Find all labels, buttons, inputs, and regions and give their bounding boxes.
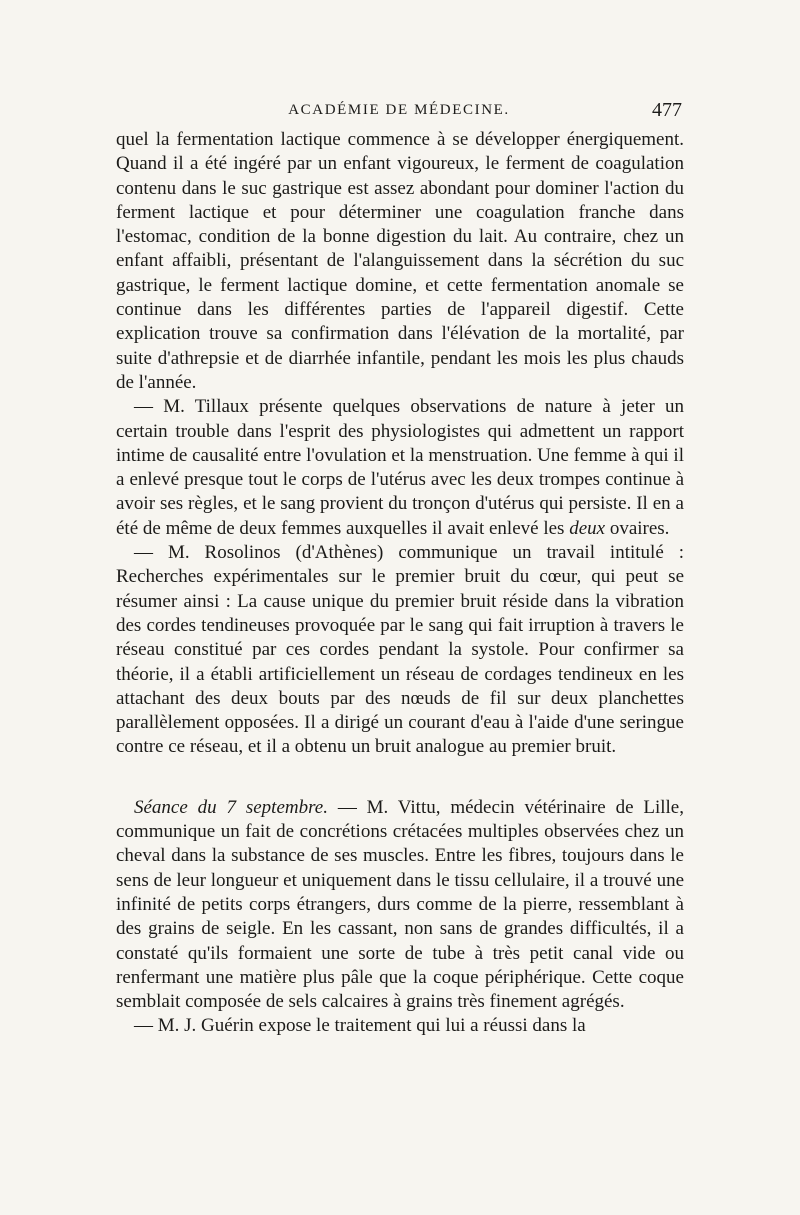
paragraph-seance [116, 796, 684, 1015]
body-text [116, 128, 684, 1039]
seance-date: Séance du 7 septembre. [134, 796, 328, 818]
page-number: 477 [652, 99, 682, 121]
paragraph-rosolinos: — M. Rosolinos (d'Athènes) communique un travail intitulé : Recherches expérimentales sur le premier bruit du cœur, qui peut se résumer ainsi : La cause unique du premier bruit réside dans la vibration des cordes tendineuses provoquée par le sang qui fait irruption à travers le réseau constitué par ces cordes pendant la systole. Pour confirmer sa théorie, il a établi artificiellement un réseau de cordages tendineux en les attachant des deux bouts par des nœuds de fil sur deux planchettes parallèlement opposées. Il a dirigé un courant d'eau à l'aide d'une seringue contre ce réseau, et il a obtenu un bruit analogue au premier bruit. [116, 542, 684, 758]
running-title: ACADÉMIE DE MÉDECINE. [288, 102, 510, 118]
paragraph-fermentation: quel la fermentation lactique commence à se développer énergiquement. Quand il a été ingéré par un enfant vigoureux, le ferment de coagulation contenu dans le suc gastrique est assez abondant pour dominer l'action du ferment lactique et pour déterminer une coagulation franche dans l'estomac, condition de la bonne digestion du lait. Au contraire, chez un enfant affaibli, présentant de l'alanguissement dans la sécrétion du suc gastrique, le ferment lactique domine, et cette fermentation anomale se continue dans les différentes parties de l'appareil digestif. Cette explication trouve sa confirmation dans l'élévation de la mortalité, par suite d'athrepsie et de diarrhée infantile, pendant les mois les plus chauds de l'année. [116, 129, 684, 393]
paragraph-seance-text: — M. Vittu, médecin vétérinaire de Lille, communique un fait de concrétions crétacées multiples observées chez un cheval dans la substance de ses muscles. Entre les fibres, toujours dans le sens de leur longueur et uniquement dans le tissu cellulaire, il a trouvé une infinité de petits corps étrangers, durs comme de la pierre, ressemblant à des grains de seigle. En les cassant, non sans de grandes difficultés, il a constaté qu'ils formaient une sorte de tube à très petit canal vide ou renfermant une matière plus pâle que la coque périphérique. Cette coque semblait composée de sels calcaires à grains très finement agrégés. [116, 796, 684, 1013]
paragraph-guerin: — M. J. Guérin expose le traitement qui lui a réussi dans la [134, 1015, 586, 1037]
section-gap [116, 760, 684, 796]
paragraph-tillaux-end: ovaires. [605, 517, 670, 539]
paragraph-tillaux [116, 395, 684, 541]
paragraph-tillaux-text: — M. Tillaux présente quelques observations de nature à jeter un certain trouble dans l'esprit des physiologistes qui admettent un rapport intime de causalité entre l'ovulation et la menstruation. Une femme à qui il a enlevé presque tout le corps de l'utérus avec les deux trompes continue à avoir ses règles, et le sang provient du tronçon d'utérus qui persiste. Il en a été de même de deux femmes auxquelles il avait enlevé les [116, 396, 684, 539]
running-head [116, 99, 682, 123]
paragraph-tillaux-italic: deux [569, 517, 606, 539]
